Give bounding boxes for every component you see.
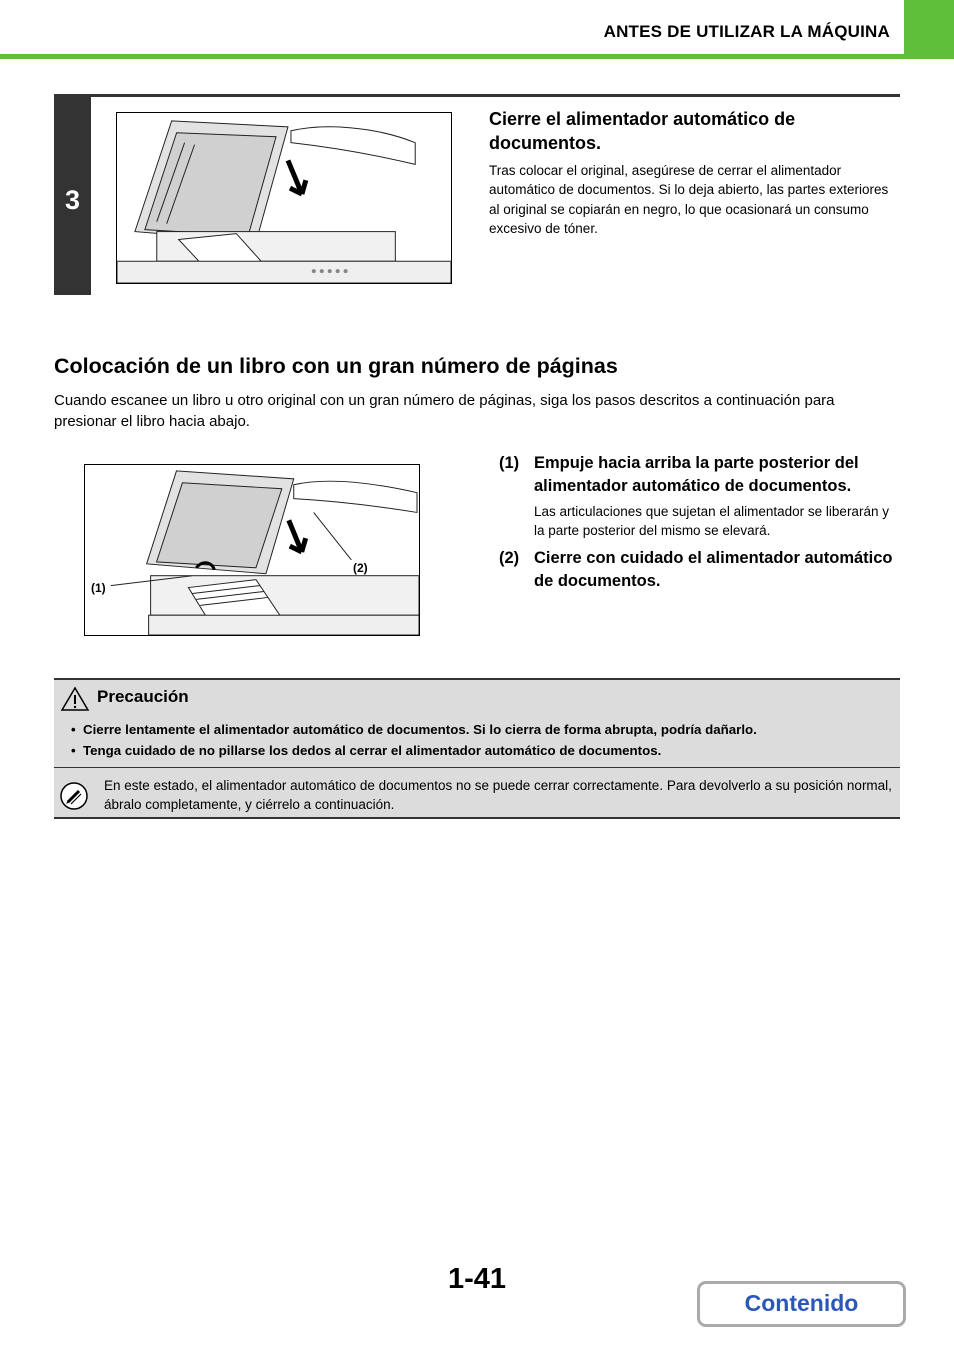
step-heading: Cierre el alimentador automático de documentos. [489,109,796,153]
step-sidebar [54,97,91,295]
header-accent-block [904,0,954,54]
step-number: 3 [64,185,81,215]
step-divider [54,94,900,97]
contents-button[interactable]: Contenido [697,1281,906,1327]
substep-number: (2) [499,549,520,567]
close-feeder-illustration [116,112,452,284]
substep-1 [499,452,899,498]
callout-2: (2) [353,561,368,575]
caution-item: • Tenga cuidado de no pillarse los dedos al cerrar el alimentador automático de documentos. [71,743,662,758]
substep-1-note: Las articulaciones que sujetan el alimentador se liberarán y la parte posterior del mismo se elevará. [534,504,889,539]
section-title: Colocación de un libro con un gran número de páginas [54,354,618,378]
caution-divider [54,767,900,768]
substep-2 [499,547,899,593]
caution-item-text: Tenga cuidado de no pillarse los dedos al cerrar el alimentador automático de documentos. [83,743,662,758]
substep-text: Cierre con cuidado el alimentador automático de documentos. [534,549,893,590]
pencil-note-icon [59,781,89,811]
substep-number: (1) [499,454,520,472]
caution-title: Precaución [97,687,189,706]
book-placement-illustration [84,464,420,636]
section-intro: Cuando escanee un libro u otro original con un gran número de páginas, siga los pasos descritos a continuación para presionar el libro hacia abajo. [54,392,835,430]
caution-item-text: Cierre lentamente el alimentador automático de documentos. Si lo cierra de forma abrupta, podría dañarlo. [83,722,757,737]
callout-1: (1) [91,581,106,595]
caution-item: • Cierre lentamente el alimentador automático de documentos. Si lo cierra de forma abrupta, podría dañarlo. [71,722,757,737]
note-text: En este estado, el alimentador automático de documentos no se puede cerrar correctamente. Para devolverlo a su posición normal, ábralo completamente, y ciérrelo a continuación. [104,778,892,813]
chapter-title: ANTES DE UTILIZAR LA MÁQUINA [603,22,890,41]
warning-triangle-icon [60,686,90,712]
caution-box [54,678,900,819]
step-body: Tras colocar el original, asegúrese de cerrar el alimentador automático de documentos. Si lo deja abierto, las partes exteriores al original se copiarán en negro, lo que ocasionará un consumo excesivo de tóner. [489,163,889,236]
header-accent-line [0,54,954,59]
substep-text: Empuje hacia arriba la parte posterior del alimentador automático de documentos. [534,454,859,495]
page-number: 1-41 [447,1263,507,1295]
